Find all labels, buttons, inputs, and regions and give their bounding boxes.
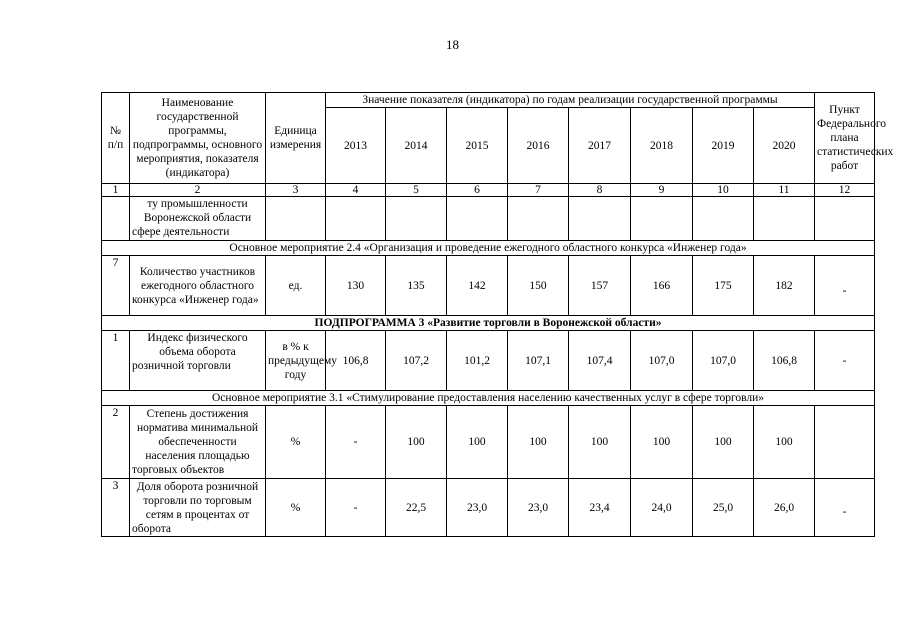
subprogram-title: ПОДПРОГРАММА 3 «Развитие торговли в Воронежской области»: [102, 316, 875, 331]
column-index: 9: [631, 184, 693, 197]
section-title: Основное мероприятие 3.1 «Стимулирование предоставления населению качественных услуг в сфере торговли»: [102, 391, 875, 406]
plan-cell: -: [815, 331, 875, 391]
value-cell: 26,0: [754, 479, 815, 537]
header-year: 2016: [508, 108, 569, 184]
row-num: 3: [102, 479, 130, 537]
indicator-name: ту промышленности Воронежской области сфере деятельности: [130, 197, 266, 241]
value-cell: 101,2: [447, 331, 508, 391]
indicator-name: Индекс физического объема оборота розничной торговли: [130, 331, 266, 391]
unit-cell: %: [266, 479, 326, 537]
header-year: 2020: [754, 108, 815, 184]
value-cell: -: [326, 479, 386, 537]
plan-cell: [815, 406, 875, 479]
value-cell: 23,4: [569, 479, 631, 537]
value-cell: 142: [447, 256, 508, 316]
header-values-group: Значение показателя (индикатора) по годам реализации государственной программы: [326, 93, 815, 108]
indicator-name: Доля оборота розничной торговли по торговым сетям в процентах от оборота: [130, 479, 266, 537]
unit-cell: в % к предыдущему году: [266, 331, 326, 391]
indicators-table: [101, 92, 894, 537]
value-cell: 25,0: [693, 479, 754, 537]
column-index: 3: [266, 184, 326, 197]
table-row-sp3-2: [102, 406, 875, 479]
unit-cell: ед.: [266, 256, 326, 316]
unit-cell: %: [266, 406, 326, 479]
column-index: 7: [508, 184, 569, 197]
value-cell: 24,0: [631, 479, 693, 537]
value-cell: 130: [326, 256, 386, 316]
section-row-2-4: [102, 241, 875, 256]
header-name: Наименование государственной программы, подпрограммы, основного мероприятия, показателя (индикатора): [130, 93, 266, 184]
section-title: Основное мероприятие 2.4 «Организация и проведение ежегодного областного конкурса «Инженер года»: [102, 241, 875, 256]
column-index: 1: [102, 184, 130, 197]
value-cell: 22,5: [386, 479, 447, 537]
column-index-row: [102, 184, 875, 197]
column-index: 10: [693, 184, 754, 197]
table-row-continuation: [102, 197, 875, 241]
value-cell: 100: [508, 406, 569, 479]
value-cell: 150: [508, 256, 569, 316]
value-cell: 100: [386, 406, 447, 479]
header-plan: Пункт Федерального плана статистических работ: [815, 93, 875, 184]
value-cell: 107,0: [693, 331, 754, 391]
value-cell: 106,8: [754, 331, 815, 391]
row-num: 1: [102, 331, 130, 391]
column-index: 8: [569, 184, 631, 197]
value-cell: 157: [569, 256, 631, 316]
section-row-3-1: [102, 391, 875, 406]
header-year: 2019: [693, 108, 754, 184]
value-cell: 107,1: [508, 331, 569, 391]
header-row-top: [102, 93, 875, 108]
value-cell: 100: [447, 406, 508, 479]
plan-cell: -: [815, 256, 875, 316]
table-row-sp3-3: [102, 479, 875, 537]
header-year: 2017: [569, 108, 631, 184]
column-index: 5: [386, 184, 447, 197]
value-cell: 107,2: [386, 331, 447, 391]
value-cell: 100: [754, 406, 815, 479]
value-cell: 135: [386, 256, 447, 316]
column-index: 4: [326, 184, 386, 197]
plan-cell: -: [815, 479, 875, 537]
header-year: 2013: [326, 108, 386, 184]
page-number: 18: [446, 37, 459, 52]
value-cell: 100: [631, 406, 693, 479]
value-cell: -: [326, 406, 386, 479]
value-cell: 23,0: [447, 479, 508, 537]
indicator-name: Степень достижения норматива минимальной обеспеченности населения площадью торговых объектов: [130, 406, 266, 479]
subprogram-row-3: [102, 316, 875, 331]
value-cell: 100: [569, 406, 631, 479]
value-cell: 166: [631, 256, 693, 316]
column-index: 11: [754, 184, 815, 197]
value-cell: 100: [693, 406, 754, 479]
header-year: 2014: [386, 108, 447, 184]
table-row-7: [102, 256, 875, 316]
indicator-name: Количество участников ежегодного областного конкурса «Инженер года»: [130, 256, 266, 316]
value-cell: 175: [693, 256, 754, 316]
header-year: 2015: [447, 108, 508, 184]
column-index: 2: [130, 184, 266, 197]
value-cell: 107,0: [631, 331, 693, 391]
row-num: 7: [102, 256, 130, 316]
table-row-sp3-1: [102, 331, 875, 391]
column-index: 12: [815, 184, 875, 197]
row-num: 2: [102, 406, 130, 479]
header-year: 2018: [631, 108, 693, 184]
value-cell: 106,8: [326, 331, 386, 391]
column-index: 6: [447, 184, 508, 197]
value-cell: 23,0: [508, 479, 569, 537]
value-cell: 107,4: [569, 331, 631, 391]
header-unit: Единица измерения: [266, 93, 326, 184]
header-num: № п/п: [102, 93, 130, 184]
value-cell: 182: [754, 256, 815, 316]
